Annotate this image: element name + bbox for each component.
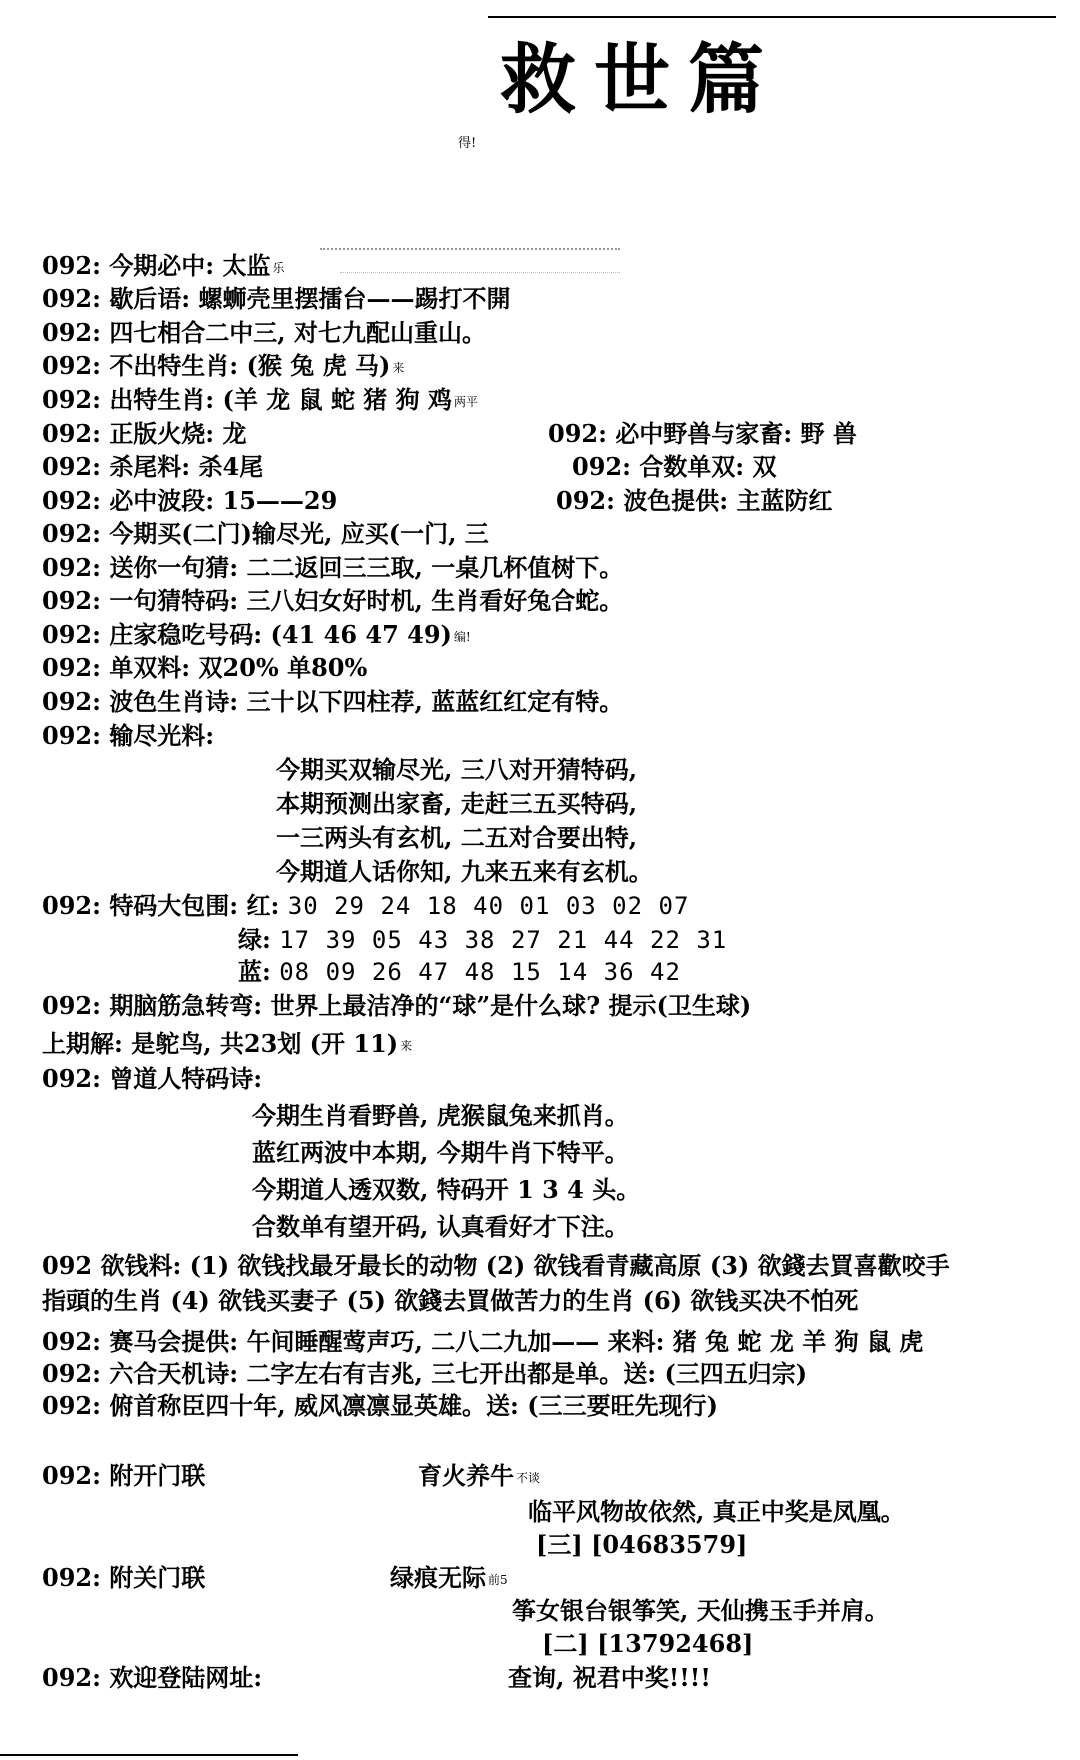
- line-wave-range: 092: 必中波段: 15——29: [42, 486, 338, 515]
- line-poem2-label: 092: 曾道人特码诗:: [42, 1064, 263, 1093]
- line-odd-even-percent: 092: 单双料: 双20% 单80%: [42, 653, 368, 682]
- line-last-answer: [42, 1028, 412, 1062]
- special-green-row: [238, 924, 727, 956]
- line-no-zodiac: [42, 350, 404, 384]
- poem2-line: 蓝红两波中本期, 今期牛肖下特平。: [252, 1138, 629, 1167]
- line-wave-poem: 092: 波色生肖诗: 三十以下四柱荐, 蓝蓝红红定有特。: [42, 687, 624, 716]
- bottom-rule: [0, 1754, 298, 1756]
- close-couplet-title: [390, 1562, 508, 1596]
- faint-dotted-line-2: [340, 272, 620, 277]
- line-out-zodiac-tail: 两平: [454, 394, 479, 409]
- close-couplet-verse: 筝女银台银筝笑, 天仙携玉手并肩。: [512, 1596, 889, 1625]
- line-last-answer-tail: 来: [400, 1038, 413, 1053]
- line-money-2: 指頭的生肖 (4) 欲钱买妻子 (5) 欲錢去買做苦力的生肖 (6) 欲钱买决不怕死: [42, 1286, 859, 1315]
- line-money-1: 092 欲钱料: (1) 欲钱找最牙最长的动物 (2) 欲钱看青藏高原 (3) 欲錢去買喜歡咬手: [42, 1251, 950, 1280]
- line-wave-color: 092: 波色提供: 主蓝防红: [556, 486, 833, 515]
- line-dealer-numbers: [42, 619, 471, 653]
- line-out-zodiac: [42, 384, 478, 418]
- special-blue-label: 蓝:: [238, 957, 271, 986]
- line-horse-club: 092: 赛马会提供: 午间睡醒莺声巧, 二八二九加—— 来料: 猪 兔 蛇 龙 羊 狗 鼠 虎: [42, 1327, 924, 1356]
- line-no-zodiac-text: 092: 不出特生肖: (猴 兔 虎 马): [42, 351, 391, 380]
- line-special-riddle: 092: 一句猜特码: 三八妇女好时机, 生肖看好兔合蛇。: [42, 586, 624, 615]
- line-lose-all: 092: 输尽光料:: [42, 721, 215, 750]
- special-blue-row: [238, 956, 681, 988]
- poem2-line: 今期道人透双数, 特码开 1 3 4 头。: [252, 1175, 641, 1204]
- open-couplet-title-tail: 不谈: [516, 1470, 541, 1485]
- close-couplet-code: [二] [13792468]: [542, 1629, 754, 1658]
- open-couplet-title-text: 育火养牛: [418, 1461, 514, 1490]
- line-out-zodiac-text: 092: 出特生肖: (羊 龙 鼠 蛇 猪 狗 鸡: [42, 385, 453, 414]
- line-dealer-numbers-text: 092: 庄家稳吃号码: (41 46 47 49): [42, 620, 452, 649]
- line-beast: 092: 必中野兽与家畜: 野 兽: [548, 419, 857, 448]
- line-liuhe-poem: 092: 六合天机诗: 二字左右有吉兆, 三七开出都是单。送: (三四五归宗): [42, 1359, 808, 1388]
- line-bow-head: 092: 俯首称臣四十年, 威风凛凛显英雄。送: (三三要旺先现行): [42, 1391, 718, 1420]
- line-riddle-send: 092: 送你一句猜: 二二返回三三取, 一桌几杯值树下。: [42, 553, 624, 582]
- special-red-numbers: 30 29 24 18 40 01 03 02 07: [287, 892, 690, 920]
- line-no-zodiac-tail: 来: [392, 360, 405, 375]
- special-red-row: [42, 890, 689, 922]
- open-couplet-title: [418, 1460, 540, 1494]
- poem1-line: 一三两头有玄机, 二五对合要出特,: [276, 823, 638, 852]
- open-couplet-label: 092: 附开门联: [42, 1461, 206, 1490]
- line-must-win: [42, 250, 285, 284]
- line-odd-even: 092: 合数单双: 双: [572, 452, 777, 481]
- line-welcome: 092: 欢迎登陆网址:: [42, 1663, 263, 1692]
- line-fire: 092: 正版火烧: 龙: [42, 419, 247, 448]
- open-couplet-verse: 临平风物故依然, 真正中奖是凤凰。: [528, 1497, 905, 1526]
- special-blue-numbers: 08 09 26 47 48 15 14 36 42: [279, 958, 681, 986]
- top-rule: [488, 16, 1056, 18]
- faint-dotted-line: [320, 248, 620, 254]
- poem2-line: 合数单有望开码, 认真看好才下注。: [252, 1212, 629, 1241]
- line-must-win-tail: 乐: [272, 260, 285, 275]
- line-welcome-tail: 查询, 祝君中奖!!!!: [508, 1663, 711, 1692]
- line-four-seven: 092: 四七相合二中三, 对七九配山重山。: [42, 318, 487, 347]
- special-green-numbers: 17 39 05 43 38 27 21 44 22 31: [279, 926, 728, 954]
- close-couplet-title-text: 绿痕无际: [390, 1563, 486, 1592]
- special-green-label: 绿:: [238, 925, 271, 954]
- poem2-line: 今期生肖看野兽, 虎猴鼠兔来抓肖。: [252, 1101, 629, 1130]
- poem1-line: 今期买双输尽光, 三八对开猜特码,: [276, 755, 638, 784]
- close-couplet-title-tail: 前5: [488, 1572, 508, 1587]
- special-red-label: 红:: [246, 891, 280, 920]
- line-kill-tail: 092: 杀尾料: 杀4尾: [42, 452, 264, 481]
- line-brain-teaser: 092: 期脑筋急转弯: 世界上最洁净的“球”是什么球? 提示(卫生球): [42, 991, 752, 1020]
- line-buy-gate: 092: 今期买(二门)输尽光, 应买(一门, 三: [42, 519, 489, 548]
- poem1-line: 今期道人话你知, 九来五来有玄机。: [276, 857, 653, 886]
- page-title: 救世篇: [500, 35, 782, 124]
- line-dealer-numbers-tail: 编!: [453, 629, 471, 644]
- line-proverb: 092: 歇后语: 螺蛳壳里摆擂台——踢打不開: [42, 284, 511, 313]
- title-mark: 得!: [458, 136, 477, 151]
- line-must-win-text: 092: 今期必中: 太监: [42, 251, 271, 280]
- close-couplet-label: 092: 附关门联: [42, 1563, 206, 1592]
- special-label: 092: 特码大包围:: [42, 891, 239, 920]
- poem1-line: 本期预测出家畜, 走赶三五买特码,: [276, 789, 638, 818]
- line-last-answer-text: 上期解: 是鸵鸟, 共23划 (开 11): [42, 1029, 399, 1058]
- open-couplet-code: [三] [04683579]: [536, 1530, 748, 1559]
